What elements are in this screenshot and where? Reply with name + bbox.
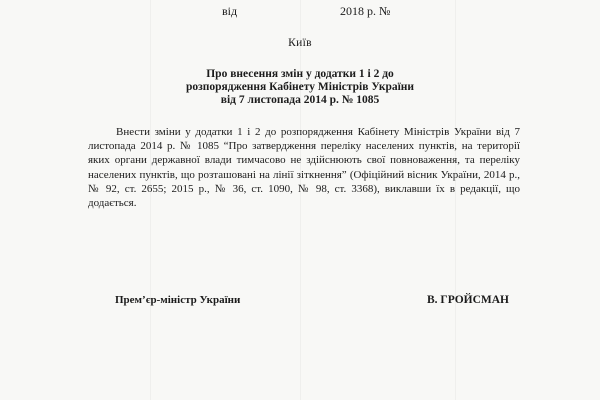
- title-line-3: від 7 листопада 2014 р. № 1085: [220, 94, 380, 106]
- city-name: Київ: [288, 37, 312, 49]
- signatory-position: Прем’єр-міністр України: [115, 294, 241, 306]
- date-year-number-label: 2018 р. №: [340, 4, 391, 18]
- signatory-name: В. ГРОЙСМАН: [427, 294, 509, 306]
- date-from-label: від: [222, 4, 238, 18]
- document-title: [0, 68, 600, 107]
- title-line-2: розпорядження Кабінету Міністрів України: [185, 81, 415, 93]
- document-header: [0, 4, 600, 20]
- body-paragraph: Внести зміни у додатки 1 і 2 до розпорядження Кабінету Міністрів України від 7 листопада 2014 р. № 1085 “Про затвердження переліку населених пунктів, на території яких органи державної влади тимчасово не здійснюють свої повноваження, та переліку населених пунктів, що розташовані на лінії зіткнення” (Офіційний вісник України, 2014 р., № 92, ст. 2655; 2015 р., № 36, ст. 1090, № 98, ст. 3368), виклавши їх в редакції, що додається.: [88, 126, 520, 210]
- title-line-1: Про внесення змін у додатки 1 і 2 до: [206, 68, 394, 80]
